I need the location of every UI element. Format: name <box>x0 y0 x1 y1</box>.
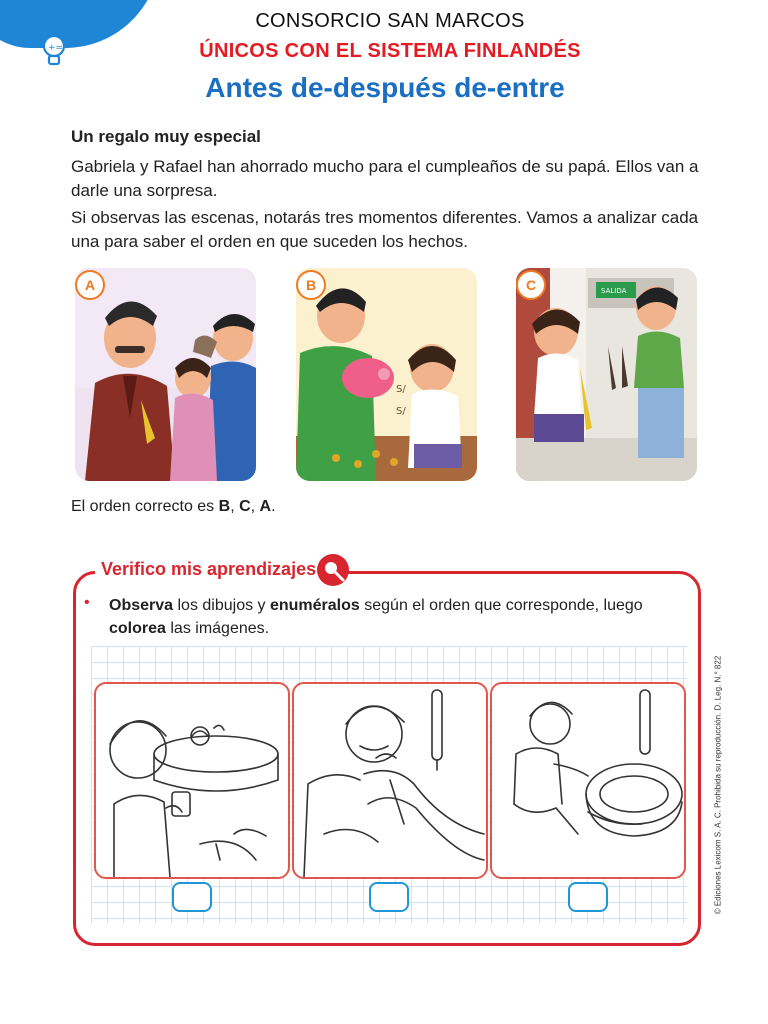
copyright-note <box>711 650 725 920</box>
lesson-paragraph-1: Gabriela y Rafael han ahorrado mucho para el cumpleaños de su papá. Ellos van a darle una sorpresa. <box>71 157 699 200</box>
answer-suffix: . <box>271 498 276 515</box>
answer-first: B <box>218 498 231 515</box>
instruction-text-1: los dibujos y <box>173 597 270 614</box>
activity-instruction <box>109 594 679 640</box>
order-input-2[interactable] <box>369 882 409 912</box>
answer-sentence <box>71 498 276 516</box>
answer-second: C <box>239 498 251 515</box>
instruction-verb-enumerate: enuméralos <box>269 597 360 614</box>
answer-prefix: El orden correcto es <box>71 498 219 515</box>
page-title: Antes de-después de-entre <box>205 72 565 103</box>
instruction-text-3: las imágenes. <box>165 620 270 637</box>
order-input-3[interactable] <box>568 882 608 912</box>
scene-b-image <box>296 268 477 481</box>
answer-separator-1: , <box>230 498 240 515</box>
scene-c-exit-sign: SALIDA <box>601 287 627 295</box>
school-motto: ÚNICOS CON EL SISTEMA FINLANDÉS <box>199 40 581 62</box>
lesson-paragraph-2: Si observas las escenas, notarás tres momentos diferentes. Vamos a analizar cada una para saber el orden en que suceden los hechos. <box>71 208 699 251</box>
answer-separator-2: , <box>250 498 260 515</box>
scene-a-image <box>75 268 256 481</box>
lesson-subtitle: Un regalo muy especial <box>71 127 261 146</box>
answer-third: A <box>259 498 272 515</box>
activity-title: Verifico mis aprendizajes <box>95 559 322 580</box>
instruction-verb-color: colorea <box>109 620 166 637</box>
instruction-verb-observe: Observa <box>109 597 174 614</box>
scene-a-badge: A <box>75 270 105 300</box>
scene-b-coin-label-1: S/ <box>396 384 406 395</box>
drawing-panel-2 <box>292 682 488 879</box>
copyright-text: © Ediciones Lexicom S. A. C. Prohibida su reproducción. D. Leg. N.° 822 <box>713 655 723 915</box>
scene-c-image <box>516 268 697 481</box>
instruction-bullet: • <box>84 594 90 611</box>
instruction-text-2: según el orden que corresponde, luego <box>359 597 643 614</box>
scene-c-badge: C <box>516 270 546 300</box>
school-name: CONSORCIO SAN MARCOS <box>255 10 525 32</box>
order-input-1[interactable] <box>172 882 212 912</box>
drawing-panel-1 <box>94 682 290 879</box>
drawing-panel-3 <box>490 682 686 879</box>
svg-text:+=: += <box>48 43 64 53</box>
scene-b-coin-label-2: S/ <box>396 406 406 417</box>
magnifier-icon <box>316 553 350 587</box>
scene-b-badge: B <box>296 270 326 300</box>
